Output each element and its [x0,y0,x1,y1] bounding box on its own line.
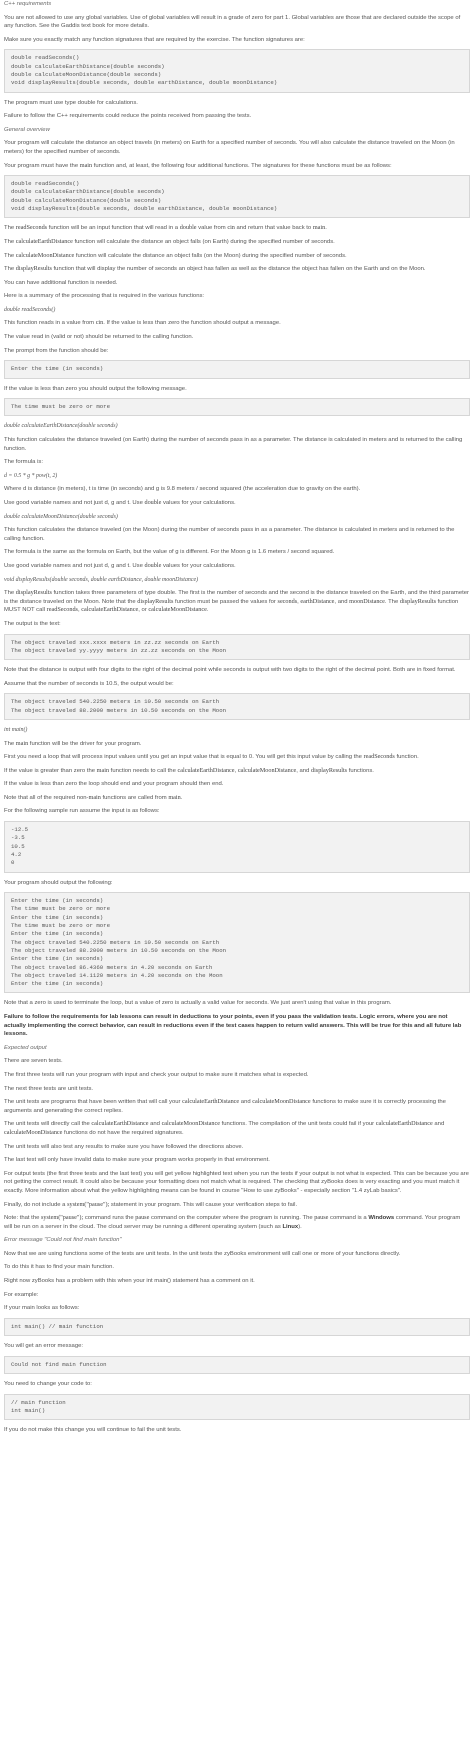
code-line: double calculateMoonDistance(double seconds) [11,196,162,204]
paragraph: You are not allowed to use any global variables. Use of global variables will result in a grade of zero for part 1. Global variables are those that are declared outside the scope of any function. See the Gaddis text book for more details. [4,14,461,30]
code-term: main [96,766,110,774]
code-term: calculateMoonDistance [252,1098,311,1106]
code-line: The object traveled 88.2000 meters in 10.50 seconds on the Moon [11,946,227,954]
text-run: Note that all of the required non- [4,794,89,801]
code-term: readSeconds [363,753,395,761]
paragraph: Here is a summary of the processing that is required in the various functions: [4,293,205,300]
paragraph: For the following sample run assume the input is as follows: [4,808,160,815]
paragraph: Assume that the number of seconds is 10.5, the output would be: [4,680,174,687]
code-term: double [144,561,162,569]
code-term: moonDistance [349,597,385,605]
code-term: readSeconds [46,606,78,614]
code-term: main [79,161,93,169]
code-line: The object traveled 14.1120 meters in 4.20 seconds on the Moon [11,971,223,979]
text-run: , [234,767,238,774]
code-block [4,892,470,993]
paragraph: The value read in (valid or not) should be returned to the calling function. [4,334,194,341]
code-line: The time must be zero or more [11,403,110,411]
paragraph: If the value is less than zero the loop should end and your program should then end. [4,781,224,788]
code-term: displayResults [137,597,174,605]
text-run: ). [298,1223,302,1230]
text-run: function will be an input function that will read in a [47,225,180,232]
paragraph [4,589,470,615]
function-signature-heading: int main() [4,726,28,733]
paragraph: The program must use type double for calculations. [4,99,138,106]
code-term: seconds [277,597,298,605]
warning-paragraph: Failure to follow the requirements for lab lessons can result in deductions to your points, even if you pass the validation tests. Logic errors, where you are not actually implementing the correct behavior, can result in reductions even if the test cases happen to return valid answers. This will be true for this and all future lab lessons. [4,1014,462,1038]
code-term: cin [95,319,104,327]
text-run: The [4,590,16,597]
code-line: Could not find main function [11,1360,107,1368]
code-line: void displayResults(double seconds, double earthDistance, double moonDistance) [11,79,278,87]
paragraph [4,224,470,233]
code-line: int main() // main function [11,1322,104,1330]
paragraph: Your program should output the following: [4,879,113,886]
code-line: -12.5 [11,826,29,834]
code-term: calculateEarthDistance [375,1120,433,1128]
paragraph [4,238,470,247]
code-term: calculateEarthDistance [15,237,73,245]
text-run: First you need a loop that will process input values until you get an input value that is equal to 0. You will get this input value by calling the [4,754,364,761]
paragraph: Now that we are using functions some of the tests are unit tests. In the unit tests the zyBooks environment will call one or more of your functions directly. [4,1250,401,1257]
text-run: This function reads in a value from [4,320,96,327]
code-block [4,1356,470,1374]
text-run: functions to make sure it is correctly processing the arguments and generating the correct replies. [4,1099,446,1114]
paragraph: The formula is: [4,459,43,466]
paragraph: The output is the text: [4,620,61,627]
code-term: calculateEarthDistance [91,1120,149,1128]
code-block [4,693,470,720]
code-term: calculateEarthDistance [182,1098,240,1106]
code-term: main [15,739,29,747]
text-run: functions. The compilation of the unit tests could fail if your [219,1121,376,1128]
text-run: command. Your program will be run on a server in the cloud. The cloud server may be running a different operating system (such as [4,1215,461,1230]
function-signature-heading: double calculateMoonDistance(double seconds) [4,513,118,520]
code-line: Enter the time (in seconds) [11,930,104,938]
text-run: and [432,1121,445,1128]
code-term: calculateMoonDistance [148,606,207,614]
paragraph [4,767,470,776]
text-run: . [206,607,209,614]
paragraph: To do this it has to find your main function. [4,1264,115,1271]
text-run: functions are called from [100,794,169,801]
paragraph: The prompt from the function should be: [4,347,109,354]
paragraph: You will get an error message: [4,1343,84,1350]
text-run: . [180,794,183,801]
text-run: function must be passed the values for [173,598,278,605]
paragraph [4,252,470,261]
paragraph: You need to change your code to: [4,1381,92,1388]
code-term: displayResults [15,265,52,273]
text-run: Use good variable names and not just d, g and t. Use [4,500,145,506]
text-run: statement in your program. This will cause your verification steps to fail. [109,1201,298,1208]
code-line: 4.2 [11,850,22,858]
paragraph [4,1214,470,1231]
paragraph: If you do not make this change you will continue to fail the unit tests. [4,1427,182,1434]
text-run: function takes three parameters of type double. The first is the number of seconds and the second is the distance traveled on the Earth, and the third parameter is the distance traveled on the Moon. Note that the [4,590,469,605]
code-term: cin [227,224,235,232]
text-run: command is a [328,1215,369,1222]
code-term: calculateMoonDistance [237,766,297,774]
paragraph: Failure to follow the C++ requirements could reduce the points received from passing the tests. [4,113,252,120]
paragraph [4,319,470,328]
code-line: double readSeconds() [11,54,80,62]
text-run: , or [138,607,149,614]
paragraph [4,1120,470,1137]
paragraph: If your main looks as follows: [4,1305,80,1312]
code-line: The object traveled xxx.xxxx meters in zz.zz seconds on Earth [11,638,220,646]
code-block [4,175,470,218]
text-run: value from [196,225,228,232]
function-signature-heading: double readSeconds() [4,306,56,313]
code-line: Enter the time (in seconds) [11,365,104,373]
code-line: The object traveled 86.4360 meters in 4.20 seconds on Earth [11,963,213,971]
text-run: function will be the driver for your program. [28,740,142,747]
paragraph: Note that a zero is used to terminate the loop, but a value of zero is actually a valid value for seconds. We just aren't using that value in this program. [4,1000,392,1007]
code-line: The object traveled 540.2250 meters in 10.50 seconds on Earth [11,698,220,706]
paragraph: If the value is less than zero you should output the following message. [4,385,187,392]
paragraph [4,499,470,508]
code-line: void displayResults(double seconds, double earthDistance, double moonDistance) [11,205,278,213]
text-run: function. [394,754,419,761]
text-run: The [4,225,16,232]
text-run: , and [334,598,350,605]
section-heading: General overview [4,126,50,133]
text-run: function needs to call the [109,767,178,774]
code-block [4,49,470,92]
paragraph [4,1201,470,1210]
text-run: The [4,740,16,747]
paragraph: The formula is the same as the formula on Earth, but the value of g is different. For the Moon g is 1.6 meters / second squared. [4,549,335,556]
paragraph: You can have additional function is needed. [4,279,118,286]
paragraph: Where d is distance (in meters), t is time (in seconds) and g is 9.8 meters / second squared (the acceleration due to gravity on the earth). [4,486,361,493]
text-run: and [148,1121,162,1128]
code-term: main [168,793,181,801]
code-line: Enter the time (in seconds) [11,913,104,921]
paragraph: The next three tests are unit tests. [4,1085,94,1092]
function-signature-heading: d = 0.5 * g * pow(t, 2) [4,472,58,479]
text-run: and [239,1099,253,1106]
text-run: The [4,238,16,245]
code-line: double calculateEarthDistance(double seconds) [11,62,165,70]
text-run: values for your calculations. [161,500,236,506]
code-term: displayResults [15,589,52,597]
code-block [4,1318,470,1336]
text-run: command on the computer where the program is running. The [149,1215,315,1222]
code-block [4,398,470,416]
text-run: Finally, do not include a [4,1201,68,1208]
code-line: Enter the time (in seconds) [11,980,104,988]
text-run: . The [384,598,400,605]
bold-term: Windows [368,1215,395,1222]
text-run: Use good variable names and not just d, g and t. Use [4,562,145,569]
code-term: pause [135,1214,150,1222]
code-line: Enter the time (in seconds) [11,955,104,963]
text-run: , [297,598,301,605]
text-run: function will calculate the distance an object falls (on Earth) during the specified number of seconds. [72,238,335,245]
code-block [4,821,470,872]
code-line: The object traveled 88.2000 meters in 10.50 seconds on the Moon [11,706,227,714]
code-term: readSeconds [15,224,48,232]
text-run: and return that value back to [234,225,313,232]
text-run: , [77,607,82,614]
code-term: double [179,224,197,232]
code-line: The object traveled yy.yyyy meters in zz.zz seconds on the Moon [11,646,227,654]
text-run: , and [296,767,311,774]
bold-term: Linux [282,1223,299,1230]
paragraph: The first three tests will run your program with input and check your output to make sure it matches what is expected. [4,1071,309,1078]
code-term: calculateMoonDistance [161,1120,220,1128]
paragraph [4,562,470,571]
function-signature-heading: double calculateEarthDistance(double seconds) [4,423,118,430]
paragraph: This function calculates the distance traveled (on Earth) during the number of seconds pass in as a parameter. The distance is calculated in meters and is returned to the calling function. [4,437,463,452]
paragraph: There are seven tests. [4,1058,63,1065]
text-run: function MUST NOT call [4,598,459,614]
text-run: function will calculate the distance an object falls (on the Moon) during the specified number of seconds. [74,252,347,259]
text-run: function and, at least, the following four additional functions. The signatures for these functions must be as follows: [92,162,392,169]
code-term: earthDistance [300,597,335,605]
code-line: double calculateEarthDistance(double seconds) [11,188,165,196]
section-heading: Expected output [4,1044,47,1051]
paragraph: Make sure you exactly match any function signatures that are required by the exercise. The function signatures are: [4,36,305,43]
paragraph [4,753,470,762]
code-line: -3.5 [11,834,25,842]
code-term: main [312,224,326,232]
code-term: double [144,499,162,506]
code-term: calculateEarthDistance [81,606,139,614]
code-line: The time must be zero or more [11,922,110,930]
code-term: system("pause"); [67,1200,110,1208]
text-run: The [4,266,16,273]
paragraph [4,794,470,803]
code-term: calculateMoonDistance [4,1128,63,1136]
code-term: displayResults [399,597,436,605]
code-line: The time must be zero or more [11,905,110,913]
text-run: The unit tests are programs that have been written that will call your [4,1099,183,1106]
function-signature-heading: void displayResults(double seconds, double earthDistance, double moonDistance) [4,576,199,583]
text-run: . If the value is less than zero the function should output a message. [103,320,281,327]
text-run: Note: that the [4,1215,42,1222]
code-term: calculateMoonDistance [15,251,75,259]
paragraph [4,1098,470,1115]
code-block [4,634,470,661]
text-run: function that will display the number of seconds an object has fallen as well as the distance the object has fallen on the Earth and on the Moon. [51,266,426,273]
code-block [4,1394,470,1421]
text-run: command runs the [83,1215,136,1222]
code-line: The object traveled 540.2250 meters in 10.50 seconds on Earth [11,938,220,946]
code-term: system("pause"); [41,1214,84,1222]
text-run: The [4,252,16,259]
paragraph [4,740,470,749]
code-line: int main() [11,1406,46,1414]
paragraph: This function calculates the distance traveled (on the Moon) during the number of seconds pass in as a parameter. The distance is calculated in meters and is returned to the calling function. [4,527,455,542]
paragraph: Note that the distance is output with four digits to the right of the decimal point while seconds is output with two digits to the right of the decimal point. Both are in fixed format. [4,667,456,674]
code-line: double calculateMoonDistance(double seconds) [11,70,162,78]
paragraph: Right now zyBooks has a problem with this when your int main() statement has a comment on it. [4,1278,255,1285]
section-heading: C++ requirements [4,1,52,7]
code-term: main [88,793,101,801]
code-line: Enter the time (in seconds) [11,897,104,905]
code-term: calculateEarthDistance [177,766,235,774]
text-run: If the value is greater than zero the [4,767,97,774]
paragraph: Your program will calculate the distance an object travels (in meters) on Earth for a specified number of seconds. You will also calculate the distance traveled on the Moon (in meters) for the specified number of seconds. [4,140,455,155]
text-run: functions do not have the required signatures. [62,1129,184,1136]
text-run: functions. [347,767,374,774]
code-term: displayResults [310,766,348,774]
paragraph: The unit tests will also test any results to make sure you have followed the directions above. [4,1143,244,1150]
code-line: 0 [11,859,15,867]
text-run: The unit tests will directly call the [4,1121,92,1128]
paragraph [4,265,470,274]
paragraph: For example: [4,1291,39,1298]
text-run: Your program must have the [4,162,80,169]
code-block [4,360,470,378]
paragraph [4,162,470,171]
code-line: 10.5 [11,842,25,850]
text-run: values for your calculations. [161,562,236,569]
code-line: double readSeconds() [11,180,80,188]
paragraph: The last test will only have invalid data to make sure your program works properly in that environment. [4,1157,270,1164]
code-line: // main function [11,1398,66,1406]
text-run: . [325,225,327,232]
code-term: pause [314,1214,329,1222]
paragraph: For output tests (the first three tests and the last test) you will get yellow highlighted text when you run the tests if your output is not what is expected. This can be because you are not getting the correct result. It could also be because your formatting does not match what is required. The checking that zyBooks does is very exacting and you must match it exactly. More information about what the yellow highlighting means can be found in course "How to use zyBooks" - especially section "1.4 zyLab basics". [4,1170,469,1194]
section-heading: Error message "Could not find main function" [4,1237,122,1244]
